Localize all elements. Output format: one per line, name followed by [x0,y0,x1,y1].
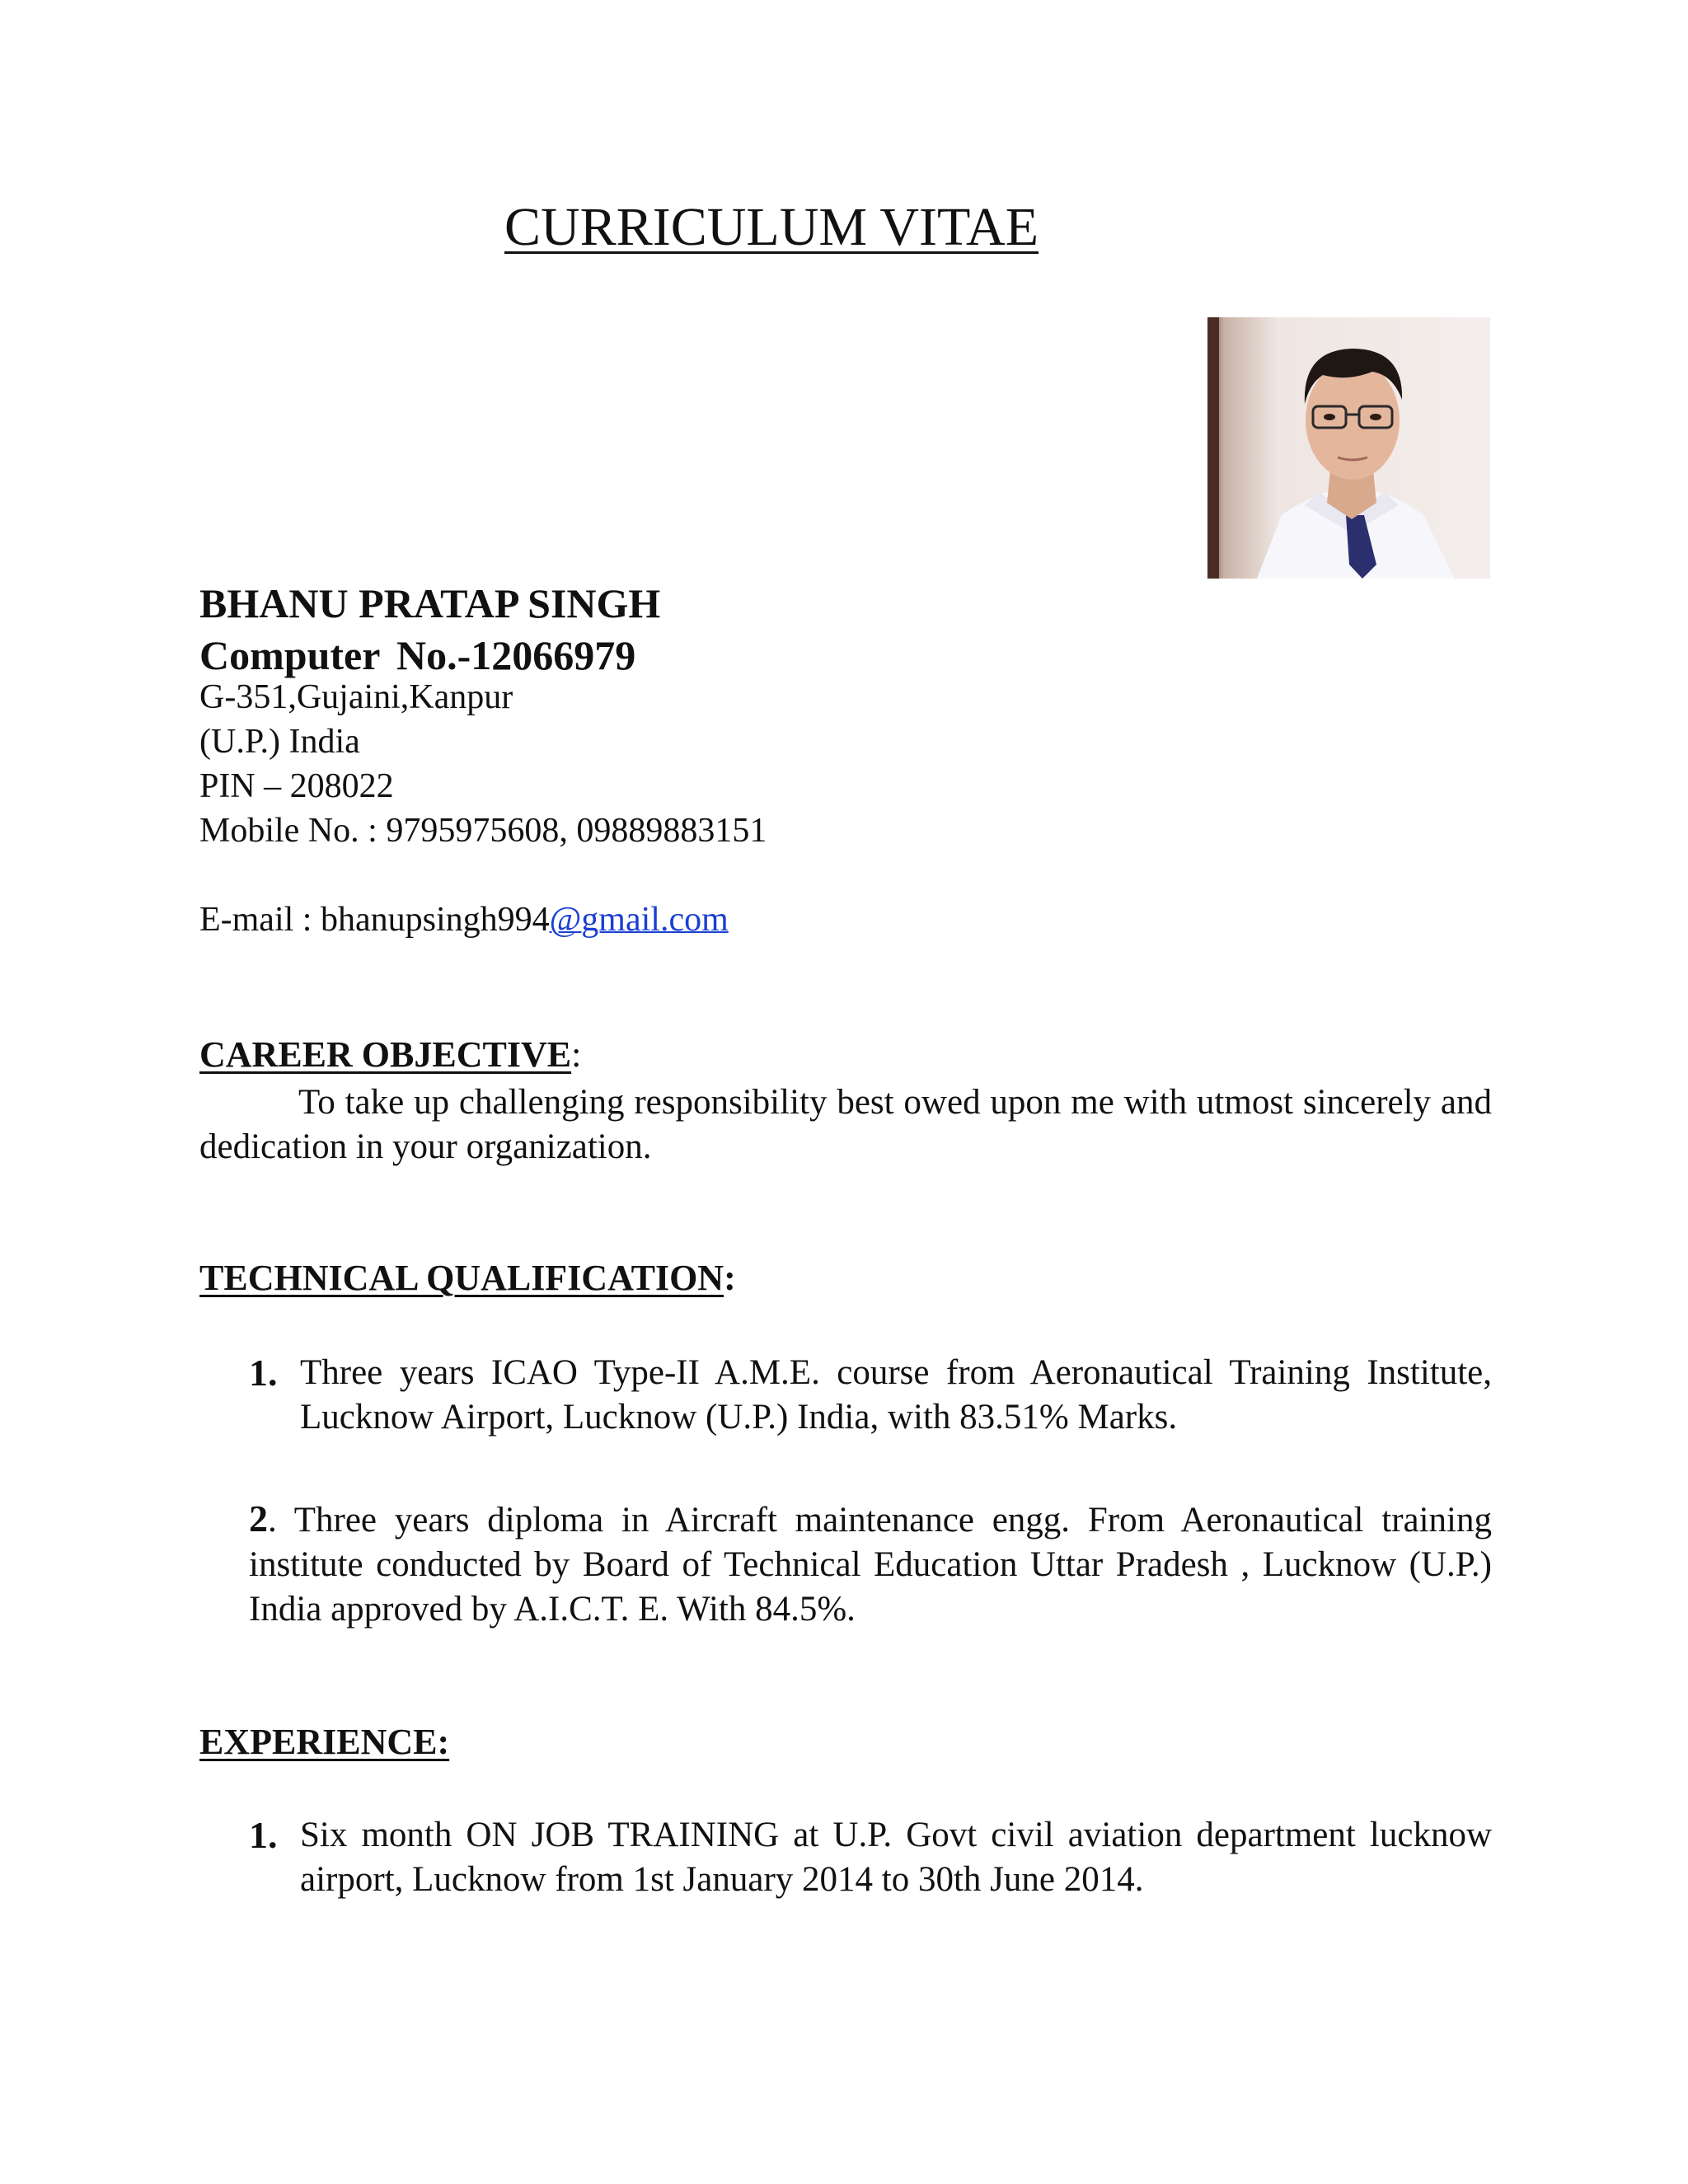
computer-number: Computer No.-12066979 [199,632,636,678]
experience-title: EXPERIENCE: [199,1722,450,1762]
career-objective-colon: : [571,1034,582,1075]
list-item [249,1497,1492,1632]
email-line [199,900,729,940]
mobile-number: Mobile No. : 9795975608, 09889883151 [199,812,767,850]
profile-photo [1207,317,1490,579]
career-objective-text: To take up challenging responsibility best owed upon me with utmost sincerely and dedication in your organization. [199,1083,1492,1166]
page-title: CURRICULUM VITAE [504,197,1039,257]
career-objective-title: CAREER OBJECTIVE [199,1034,572,1075]
list-item [249,1351,1492,1440]
person-photo-icon [1207,317,1490,579]
technical-qualification-title: TECHNICAL QUALIFICATION [199,1258,724,1298]
pin-code: PIN – 208022 [199,767,394,805]
list-item [249,1813,1492,1902]
email-link[interactable]: @gmail.com [549,901,729,939]
email-label: E-mail : bhanupsingh994 [199,901,550,939]
list-number: 1. [249,1814,278,1856]
experience-heading [199,1721,449,1763]
career-objective-heading [199,1033,581,1076]
list-number: 1. [249,1352,278,1394]
address-line-1: G-351,Gujaini,Kanpur [199,678,513,716]
list-text: Six month ON JOB TRAINING at U.P. Govt civil aviation department lucknow airport, Lucknow from 1st January 2014 to 30th June 2014. [300,1816,1492,1899]
list-text: . Three years diploma in Aircraft maintenance engg. From Aeronautical training institute conducted by Board of Technical Education Uttar Pradesh , Lucknow (U.P.) India approved by A.I.C.T. E. With 84.5%. [249,1501,1492,1629]
candidate-name: BHANU PRATAP SINGH [199,580,661,626]
technical-qualification-heading [199,1257,736,1299]
address-line-2: (U.P.) India [199,723,360,761]
technical-qualification-colon: : [724,1258,736,1298]
list-text: Three years ICAO Type-II A.M.E. course from Aeronautical Training Institute, Lucknow Airport, Lucknow (U.P.) India, with 83.51% Marks. [300,1353,1492,1436]
list-number: 2 [249,1497,268,1540]
